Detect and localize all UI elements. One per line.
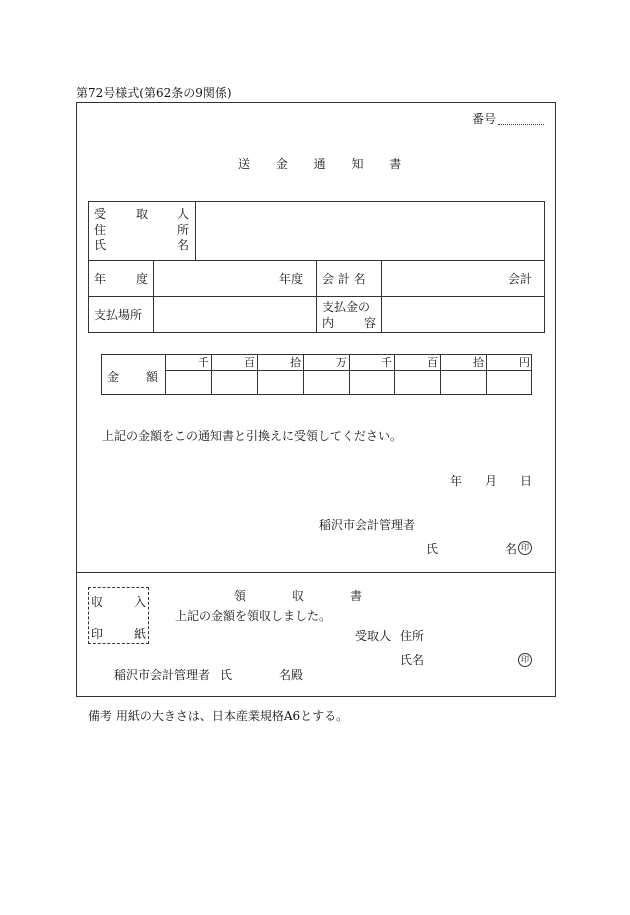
fiscal-label-b: 度 <box>136 272 149 286</box>
amount-unit-label: 拾 <box>473 356 484 369</box>
recipient-label-1b: 取 <box>136 207 149 221</box>
middle-divider <box>316 260 317 333</box>
document-title <box>238 155 401 172</box>
recipient-label-2b: 所 <box>177 223 190 237</box>
fiscal-year-suffix: 年度 <box>279 272 304 286</box>
stamp-text-1b: 入 <box>134 595 147 609</box>
footer-honorific: 名殿 <box>279 668 304 682</box>
receipt-text: 上記の金額を領収しました。 <box>175 609 332 623</box>
recipient-label-3a: 氏 <box>94 238 107 252</box>
amount-digit-cell[interactable] <box>441 371 485 394</box>
amount-digit-cell[interactable] <box>304 371 348 394</box>
receipt-title-b: 収 <box>292 589 305 603</box>
date-month: 月 <box>485 474 498 488</box>
amount-digit-cell[interactable] <box>350 371 394 394</box>
receipt-recipient-label: 受取人 <box>355 629 392 643</box>
date-year: 年 <box>450 474 463 488</box>
number-label: 番号 <box>472 112 497 126</box>
amount-unit-label: 千 <box>198 356 209 369</box>
payment-place-label: 支払場所 <box>94 308 143 322</box>
document-title-text: 送 金 通 知 書 <box>238 157 402 171</box>
footnote: 備考 用紙の大きさは、日本産業規格A6とする。 <box>88 709 349 723</box>
footer-issuer: 稲沢市会計管理者 <box>114 668 211 682</box>
amount-digit-cell[interactable] <box>166 371 210 394</box>
stamp-text-2a: 印 <box>91 627 104 641</box>
recipient-divider <box>195 201 196 260</box>
fiscal-label-a: 年 <box>94 272 107 286</box>
amount-label-b: 額 <box>146 370 159 384</box>
recipient-value-field[interactable] <box>197 203 543 258</box>
stamp-text-1a: 収 <box>91 595 104 609</box>
number-field[interactable] <box>498 112 544 125</box>
recipient-label-1c: 人 <box>177 207 190 221</box>
amount-unit-label: 千 <box>381 356 392 369</box>
account-label-divider <box>381 260 382 333</box>
issuer-name-label-b: 名 <box>505 542 518 556</box>
receipt-title-c: 書 <box>350 589 363 603</box>
amount-unit-label: 円 <box>519 356 530 369</box>
payment-content-label-2b: 容 <box>364 316 377 330</box>
receipt-address-label: 住所 <box>400 629 425 643</box>
form-number-label: 第72号様式(第62条の9関係) <box>76 86 232 100</box>
receipt-title-a: 領 <box>234 589 247 603</box>
issuer-title: 稲沢市会計管理者 <box>319 518 416 532</box>
footer-name-label: 氏 <box>220 668 233 682</box>
amount-digit-cell[interactable] <box>212 371 256 394</box>
recipient-label-2a: 住 <box>94 223 107 237</box>
payment-content-label-1: 支払金の <box>322 300 371 314</box>
issuer-seal-icon: 印 <box>518 541 532 555</box>
payment-content-label-2a: 内 <box>322 316 335 330</box>
amount-digit-cell[interactable] <box>395 371 439 394</box>
stamp-text-2b: 紙 <box>134 627 147 641</box>
receipt-separator <box>76 572 556 573</box>
receipt-seal-icon: 印 <box>518 653 532 667</box>
amount-digit-cell[interactable] <box>487 371 531 394</box>
recipient-label-1a: 受 <box>94 207 107 221</box>
fiscal-label-divider <box>153 260 154 333</box>
amount-unit-label: 百 <box>427 356 438 369</box>
amount-unit-label: 百 <box>244 356 255 369</box>
recipient-label-3b: 名 <box>177 238 190 252</box>
amount-digit-cell[interactable] <box>258 371 302 394</box>
amount-unit-label: 万 <box>336 356 347 369</box>
date-day: 日 <box>520 474 533 488</box>
notice-text: 上記の金額をこの通知書と引換えに受領してください。 <box>102 429 403 443</box>
account-name-label: 会 計 名 <box>322 272 366 286</box>
amount-unit-label: 拾 <box>290 356 301 369</box>
receipt-name-label: 氏名 <box>400 653 425 667</box>
account-suffix: 会計 <box>508 272 533 286</box>
amount-label-a: 金 <box>107 370 120 384</box>
issuer-name-label-a: 氏 <box>426 542 439 556</box>
